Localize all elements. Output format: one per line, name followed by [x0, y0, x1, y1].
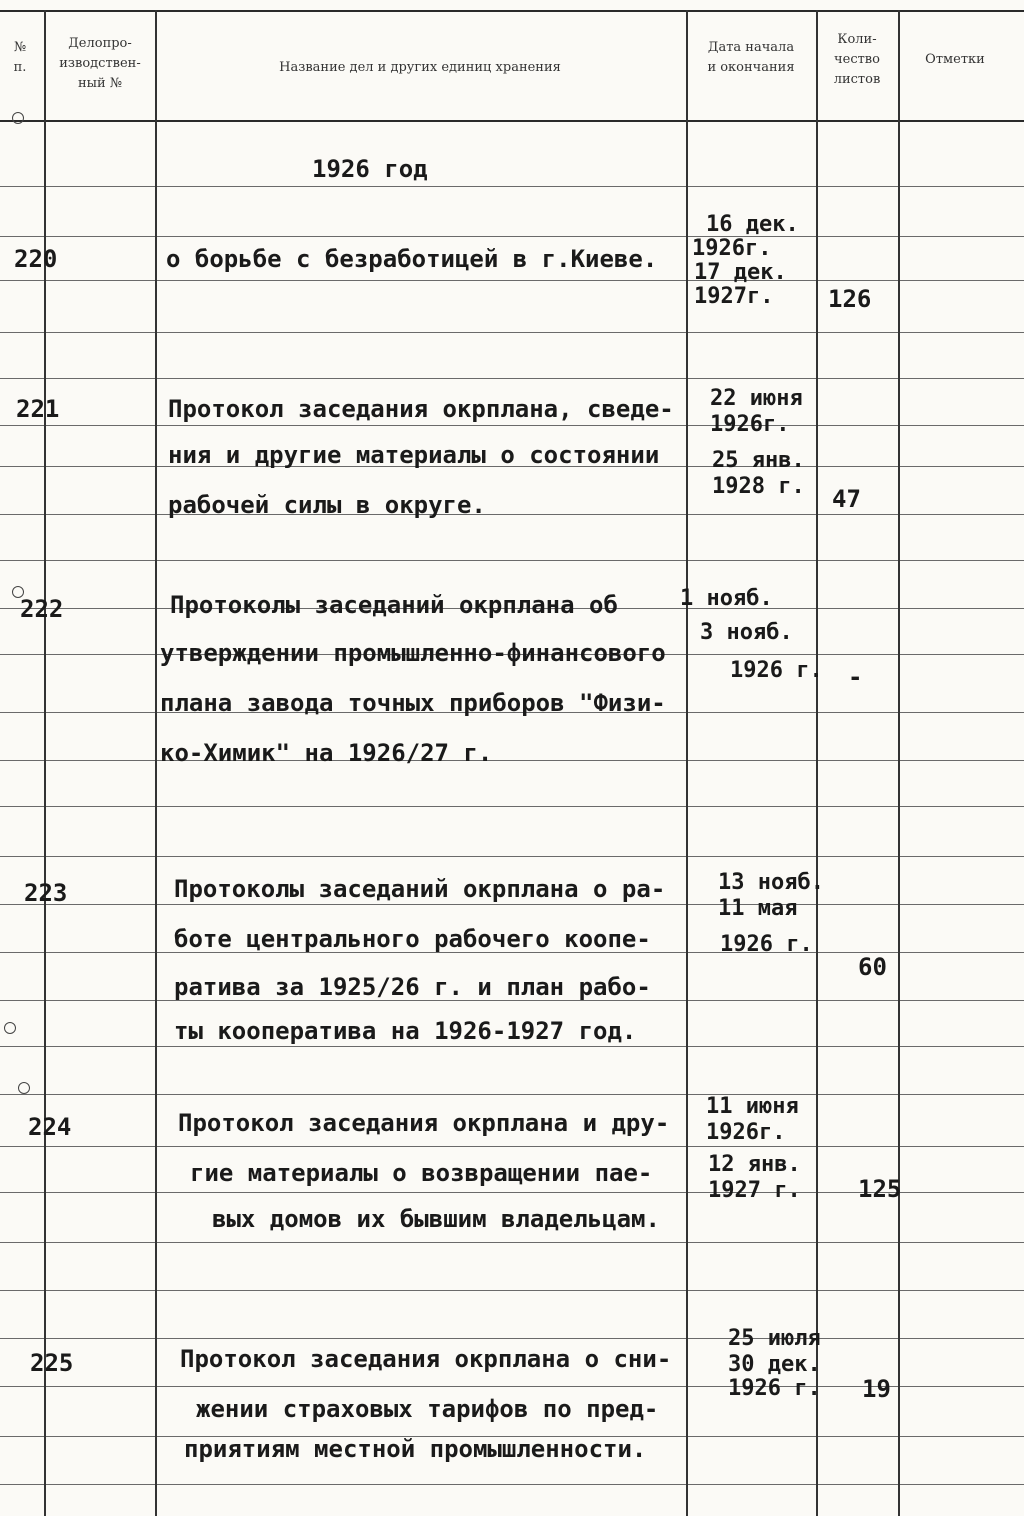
column-divider — [898, 10, 900, 1516]
rule — [0, 1094, 1024, 1095]
record-title-line: боте центрального рабочего коопе- — [174, 925, 651, 953]
record-title-line: Протоколы заседаний окрплана о ра- — [174, 875, 666, 903]
record-date-line: 30 дек. — [728, 1352, 821, 1377]
record-date-line: 1 нояб. — [680, 586, 773, 611]
rule — [0, 1484, 1024, 1485]
rule — [0, 1338, 1024, 1339]
rule — [0, 332, 1024, 333]
record-title-line: утверждении промышленно-финансового — [160, 639, 666, 667]
record-date-line: 16 дек. — [706, 212, 799, 237]
binder-hole-icon — [18, 1082, 30, 1094]
header-title: Название дел и других единиц хранения — [279, 60, 561, 75]
record-date-line: 17 дек. — [694, 260, 787, 285]
record-date-line: 11 июня — [706, 1094, 799, 1119]
column-divider — [155, 10, 157, 1516]
rule — [0, 236, 1024, 237]
rule — [0, 514, 1024, 515]
header-sheets: Коли- чество листов — [833, 32, 881, 87]
record-date-line: 25 янв. — [712, 448, 805, 473]
record-title-line: ратива за 1925/26 г. и план рабо- — [174, 973, 651, 1001]
record-sheet-count: 126 — [828, 285, 872, 313]
record-date-line: 1927г. — [694, 284, 774, 309]
record-sheet-count: 60 — [858, 953, 887, 981]
rule — [0, 186, 1024, 187]
record-number: 223 — [24, 879, 68, 907]
rule — [0, 1046, 1024, 1047]
record-title-line: Протокол заседания окрплана и дру- — [178, 1109, 670, 1137]
record-date-line: 1927 г. — [708, 1178, 801, 1203]
record-sheet-count: 19 — [862, 1375, 891, 1403]
record-title-line: ты кооператива на 1926-1927 год. — [174, 1017, 637, 1045]
record-date-line: 1926г. — [710, 412, 790, 437]
header-dates: Дата начала и окончания — [707, 40, 795, 75]
record-number: 221 — [16, 395, 60, 423]
record-title-line: Протокол заседания окрплана, сведе- — [168, 395, 674, 423]
column-divider — [686, 10, 688, 1516]
rule — [0, 425, 1024, 426]
header-bottom-rule — [0, 120, 1024, 122]
record-title-line: ния и другие материалы о состоянии — [168, 441, 660, 469]
record-date-line: 1926г. — [706, 1120, 786, 1145]
rule — [0, 1290, 1024, 1291]
record-number: 222 — [20, 595, 64, 623]
record-title-line: ко-Химик" на 1926/27 г. — [160, 739, 493, 767]
rule — [0, 1242, 1024, 1243]
binder-hole-icon — [4, 1022, 16, 1034]
record-date-line: 13 нояб. — [718, 870, 824, 895]
record-title-line: плана завода точных приборов "Физи- — [160, 689, 666, 717]
column-divider — [816, 10, 818, 1516]
record-title-line: рабочей силы в округе. — [168, 491, 486, 519]
header-number: № п. — [13, 40, 27, 75]
record-date-line: 22 июня — [710, 386, 803, 411]
header-notes: Отметки — [925, 52, 985, 67]
rule — [0, 1146, 1024, 1147]
record-date-line: 1926 г. — [720, 932, 813, 957]
top-rule — [0, 10, 1024, 12]
binder-hole-icon — [12, 586, 24, 598]
rule — [0, 280, 1024, 281]
rule — [0, 760, 1024, 761]
record-title-line: Протоколы заседаний окрплана об — [170, 591, 618, 619]
record-date-line: 1928 г. — [712, 474, 805, 499]
record-number: 225 — [30, 1349, 74, 1377]
record-title-line: жении страховых тарифов по пред- — [196, 1395, 659, 1423]
year-heading: 1926 год — [312, 155, 428, 183]
record-date-line: 25 июля — [728, 1326, 821, 1351]
record-title-line: приятиям местной промышленности. — [184, 1435, 647, 1463]
record-date-line: 1926г. — [692, 236, 772, 261]
record-title-line: Протокол заседания окрплана о сни- — [180, 1345, 672, 1373]
binder-hole-icon — [12, 112, 24, 124]
record-sheet-count: 125 — [858, 1175, 902, 1203]
record-date-line: 1926 г. — [728, 1376, 821, 1401]
record-date-line: 1926 г. — [730, 658, 823, 683]
rule — [0, 856, 1024, 857]
column-divider — [44, 10, 46, 1516]
record-number: 224 — [28, 1113, 72, 1141]
rule — [0, 904, 1024, 905]
record-date-line: 3 нояб. — [700, 620, 793, 645]
record-sheet-count: - — [848, 663, 863, 691]
rule — [0, 560, 1024, 561]
record-number: 220 — [14, 245, 58, 273]
record-date-line: 11 мая — [718, 896, 798, 921]
record-title-line: о борьбе с безработицей в г.Киеве. — [166, 245, 658, 273]
record-sheet-count: 47 — [832, 485, 861, 513]
record-title-line: гие материалы о возвращении пае- — [190, 1159, 653, 1187]
record-date-line: 12 янв. — [708, 1152, 801, 1177]
header-office-number: Делопро- изводствен- ный № — [59, 36, 141, 91]
rule — [0, 378, 1024, 379]
rule — [0, 806, 1024, 807]
record-title-line: вых домов их бывшим владельцам. — [212, 1205, 660, 1233]
